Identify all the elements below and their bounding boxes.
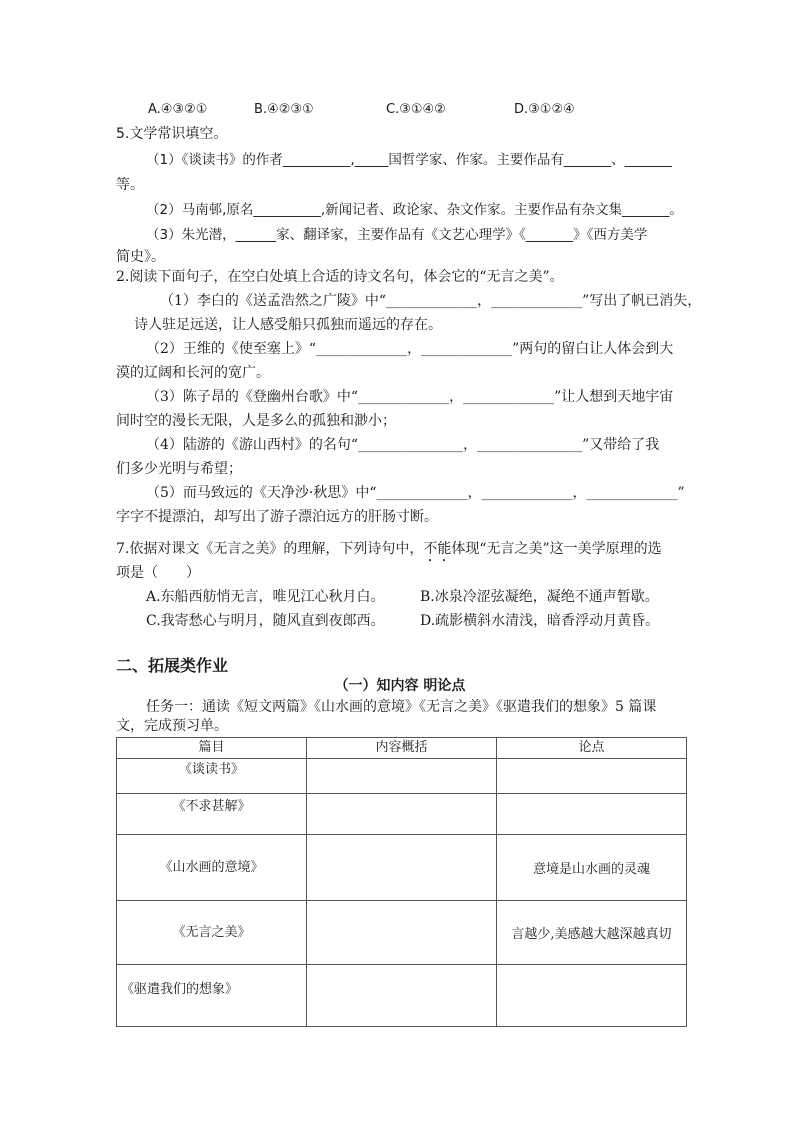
q2-line-8: 们多少光明与希望； <box>116 461 242 477</box>
q2-line-1: （1）李白的《送孟浩然之广陵》中“_____________，_____________”写出了帆已消失， <box>160 293 702 309</box>
row-thesis-cell[interactable]: 言越少,美感越大越深越真切 <box>497 901 687 965</box>
header-title: 篇目 <box>117 738 307 759</box>
row-summary-cell[interactable] <box>307 794 497 835</box>
section-subtitle: （一）知内容 明论点 <box>334 678 466 694</box>
table-row <box>117 759 687 794</box>
option-b: B.④②③① <box>254 102 314 117</box>
q5-line-5: 简史》。 <box>116 249 165 265</box>
row-summary-cell[interactable] <box>307 901 497 965</box>
q7-title-emphasis: 不能 <box>423 541 452 557</box>
option-d: D.③①②④ <box>514 102 575 117</box>
row-thesis-cell[interactable] <box>497 965 687 1027</box>
q7-option-c: C.我寄愁心与明月，随风直到夜郎西。 <box>146 613 385 629</box>
q2-line-2: 诗人驻足远送，让人感受船只孤独而遥远的存在。 <box>134 317 442 333</box>
row-thesis-cell[interactable]: 意境是山水画的灵魂 <box>497 835 687 901</box>
row-summary-cell[interactable] <box>307 835 497 901</box>
option-a: A.④③②① <box>148 102 208 117</box>
q7-title-post: 体现“无言之美”这一美学原理的选 <box>451 541 662 557</box>
q7-option-d: D.疏影横斜水清浅，暗香浮动月黄昏。 <box>420 613 660 629</box>
q5-line-3: （2）马南邨,原名__________,新闻记者、政论家、杂文作家。主要作品有杂文集_______。 <box>146 202 683 218</box>
preview-table <box>116 737 687 1027</box>
task-line-1: 任务一：通读《短文两篇》《山水画的意境》《无言之美》《驱遣我们的想象》5 篇课 <box>146 699 657 715</box>
table-row <box>117 835 687 901</box>
q7-line-2: 项是（ ） <box>116 565 200 581</box>
row-summary-cell[interactable] <box>307 965 497 1027</box>
row-title: 《谈读书》 <box>117 759 307 794</box>
q2-title: 2.阅读下面句子，在空白处填上合适的诗文名句，体会它的“无言之美”。 <box>116 269 564 285</box>
q5-line-4: （3）朱光潜，______家、翻译家，主要作品有《文艺心理学》《_______》《西方美学 <box>146 227 648 243</box>
q2-line-9: （5）而马致远的《天净沙·秋思》中“_____________，_____________，_____________” <box>146 485 685 501</box>
row-thesis-cell[interactable] <box>497 759 687 794</box>
q7-title-pre: 7.依据对课文《无言之美》的理解，下列诗句中， <box>116 541 424 557</box>
option-c: C.③①④② <box>386 102 446 117</box>
row-summary-cell[interactable] <box>307 759 497 794</box>
row-title: 《不求甚解》 <box>117 794 307 835</box>
table-row <box>117 901 687 965</box>
table-row <box>117 965 687 1027</box>
q2-line-4: 漠的辽阔和长河的宽广。 <box>116 365 270 381</box>
q7-title <box>116 539 662 565</box>
q5-line-2: 等。 <box>116 177 144 193</box>
row-title: 《山水画的意境》 <box>117 835 307 901</box>
question-options-row <box>148 100 708 120</box>
table-header-row <box>117 738 687 759</box>
q5-line-1: （1）《谈读书》的作者__________,_____国哲学家、作家。主要作品有_______、_______ <box>146 152 672 168</box>
header-thesis: 论点 <box>497 738 687 759</box>
row-title: 《无言之美》 <box>117 901 307 965</box>
q2-line-7: （4）陆游的《游山西村》的名句“_______________，_______________”又带给了我 <box>146 437 660 453</box>
q7-option-a: A.东船西舫悄无言，唯见江心秋月白。 <box>146 589 385 605</box>
q2-line-5: （3）陈子昂的《登幽州台歌》中“_____________，_____________”让人想到天地宇宙 <box>146 389 674 405</box>
q7-option-b: B.冰泉冷涩弦凝绝，凝绝不通声暂歇。 <box>420 589 659 605</box>
table-row <box>117 794 687 835</box>
row-title: 《驱遣我们的想象》 <box>117 965 307 1027</box>
row-thesis-cell[interactable] <box>497 794 687 835</box>
header-summary: 内容概括 <box>307 738 497 759</box>
q2-line-6: 间时空的漫长无限，人是多么的孤独和渺小； <box>116 413 396 429</box>
section-title: 二、拓展类作业 <box>116 656 229 675</box>
q2-line-3: （2）王维的《使至塞上》“_____________，_____________”两句的留白让人体会到大 <box>146 341 674 357</box>
task-line-2: 文，完成预习单。 <box>116 718 228 734</box>
q5-title: 5.文学常识填空。 <box>116 126 228 142</box>
q2-line-10: 字字不提漂泊，却写出了游子漂泊远方的肝肠寸断。 <box>116 509 438 525</box>
